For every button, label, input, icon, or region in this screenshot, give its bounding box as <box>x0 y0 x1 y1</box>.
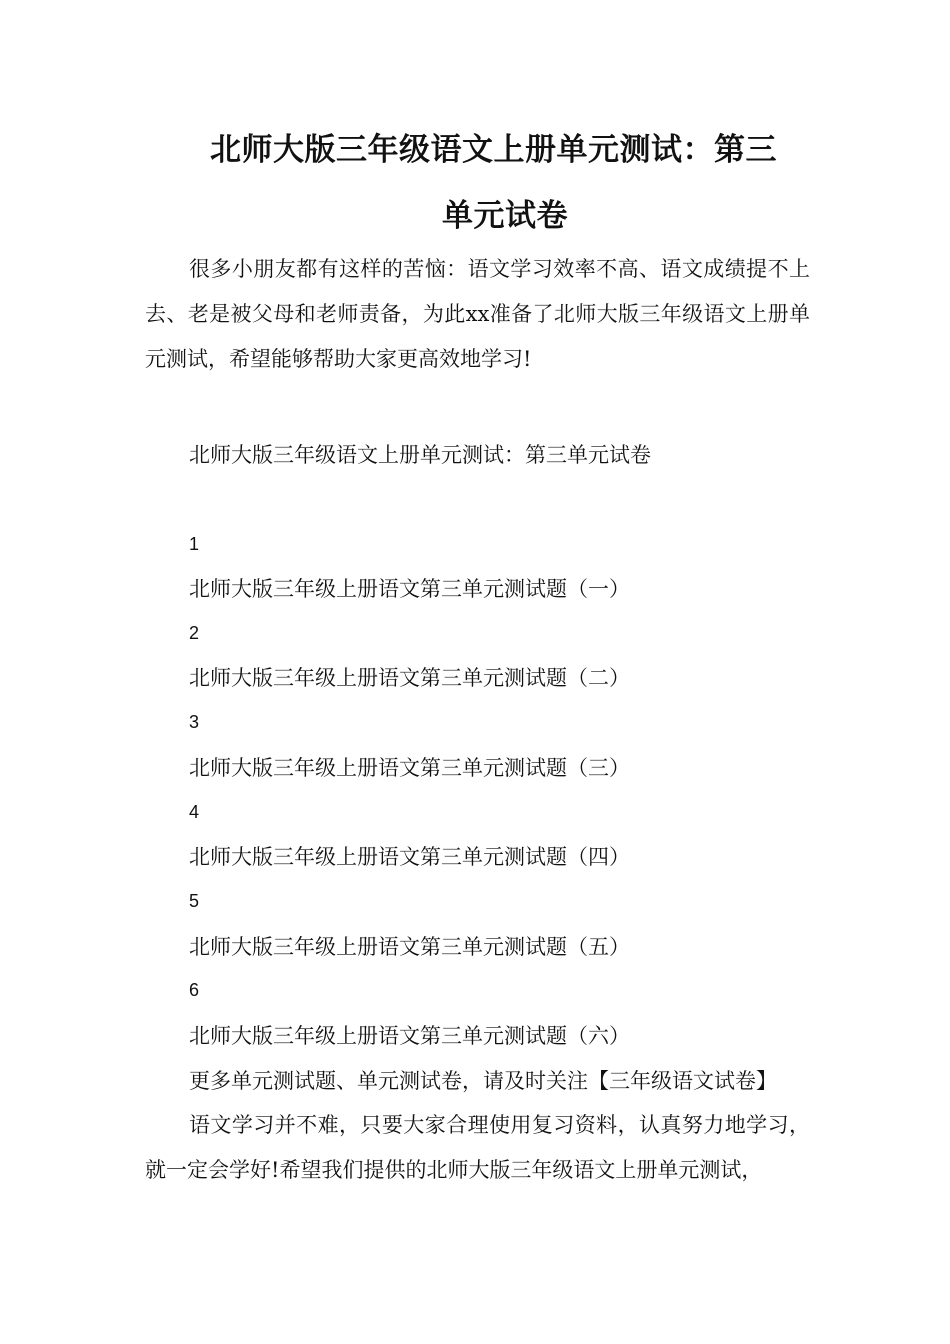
item-number: 3 <box>189 712 200 732</box>
item-number: 2 <box>189 623 200 643</box>
item-link[interactable]: 北师大版三年级上册语文第三单元测试题（三） <box>189 756 630 780</box>
document-title-line-1: 北师大版三年级语文上册单元测试：第三 <box>210 132 777 168</box>
item-link[interactable]: 北师大版三年级上册语文第三单元测试题（一） <box>189 577 630 601</box>
item-link[interactable]: 北师大版三年级上册语文第三单元测试题（二） <box>189 666 630 690</box>
item-number: 4 <box>189 802 200 822</box>
more-tests-line[interactable]: 更多单元测试题、单元测试卷，请及时关注【三年级语文试卷】 <box>189 1069 777 1093</box>
item-number: 6 <box>189 980 200 1000</box>
item-link[interactable]: 北师大版三年级上册语文第三单元测试题（五） <box>189 935 630 959</box>
item-number: 1 <box>189 534 200 554</box>
item-link[interactable]: 北师大版三年级上册语文第三单元测试题（六） <box>189 1024 630 1048</box>
closing-paragraph: 语文学习并不难，只要大家合理使用复习资料，认真努力地学习，就一定会学好!希望我们提供的北师大版三年级语文上册单元测试， <box>145 1113 810 1182</box>
item-link[interactable]: 北师大版三年级上册语文第三单元测试题（四） <box>189 845 630 869</box>
section-subtitle: 北师大版三年级语文上册单元测试：第三单元试卷 <box>189 443 651 467</box>
item-number: 5 <box>189 891 200 911</box>
intro-paragraph: 很多小朋友都有这样的苦恼：语文学习效率不高、语文成绩提不上去、老是被父母和老师责备，为此xx准备了北师大版三年级语文上册单元测试，希望能够帮助大家更高效地学习! <box>145 257 810 371</box>
document-title-line-2: 单元试卷 <box>442 198 568 234</box>
